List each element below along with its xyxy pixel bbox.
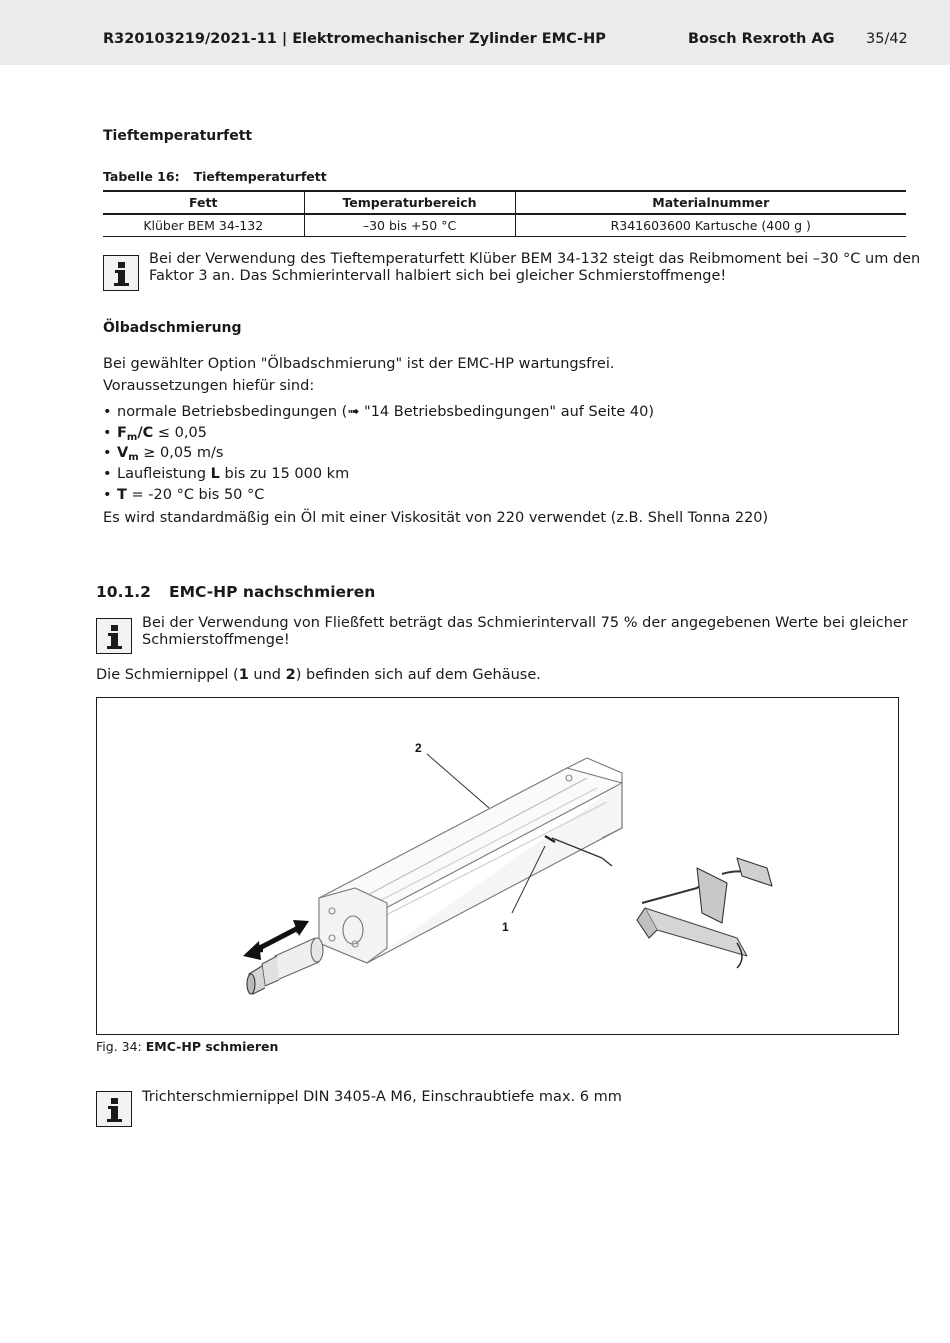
bullet-text: bis zu 15 000 km <box>219 466 350 483</box>
figure-emc-hp <box>96 697 899 1035</box>
nipple-location-text <box>96 667 541 684</box>
figure-caption-title: EMC-HP schmieren <box>145 1039 279 1054</box>
bullet-symbol: /C <box>137 424 154 441</box>
figure-caption-label: Fig. 34: <box>96 1039 146 1054</box>
note-line: Bei der Verwendung des Tieftemperaturfett Klüber BEM 34-132 steigt das Reibmoment bei –30 °C um den <box>149 251 921 267</box>
figure-label-2: 2 <box>415 741 422 755</box>
info-icon <box>103 255 139 291</box>
note-line: Schmierstoffmenge! <box>142 632 290 648</box>
bullet-text: ≥ 0,05 m/s <box>138 445 224 462</box>
table-cell: Klüber BEM 34-132 <box>143 218 264 233</box>
text-run: Die Schmiernippel ( <box>96 667 239 683</box>
bullet-symbol: F <box>117 424 127 441</box>
bullet-text: ≤ 0,05 <box>153 424 207 441</box>
text-run: und <box>248 667 286 683</box>
oelbad-intro-1: Bei gewählter Option "Ölbadschmierung" ist der EMC-HP wartungsfrei. <box>103 356 615 372</box>
table-row <box>103 214 906 237</box>
bullet-text: = -20 °C bis 50 °C <box>126 486 265 503</box>
cylinder-illustration <box>97 698 898 1034</box>
list-item: • T = -20 °C bis 50 °C <box>103 486 265 503</box>
list-item: • normale Betriebsbedingungen (➟ "14 Betriebsbedingungen" auf Seite 40) <box>103 404 654 420</box>
bullet-text: Laufleistung <box>117 466 211 483</box>
oelbad-intro-2: Voraussetzungen hiefür sind: <box>103 378 315 394</box>
table-cell: –30 bis +50 °C <box>304 214 515 237</box>
section-title: EMC-HP nachschmieren <box>169 583 376 601</box>
text-run: ) befinden sich auf dem Gehäuse. <box>295 667 541 683</box>
table-header-row <box>103 191 906 214</box>
text-run: 2 <box>285 667 296 683</box>
page-header <box>0 0 950 65</box>
text-run: 1 <box>238 667 249 683</box>
bullet-subscript: m <box>126 431 138 443</box>
column-header: Temperaturbereich <box>304 191 515 214</box>
table-cell: R341603600 Kartusche (400 g ) <box>515 214 906 237</box>
column-header: Materialnummer <box>515 191 906 214</box>
grease-table <box>103 190 906 237</box>
note-line: Bei der Verwendung von Fließfett beträgt das Schmierintervall 75 % der angegebenen Werte bei gleicher <box>142 615 908 631</box>
company-name: Bosch Rexroth AG <box>688 31 835 47</box>
info-note-fliessfett <box>142 615 908 649</box>
table-caption <box>103 169 327 184</box>
info-icon <box>96 618 132 654</box>
list-item: • $V_m \ge 0,05$ m/s <box>103 445 224 464</box>
info-note-nipple: Trichterschmiernippel DIN 3405-A M6, Einschraubtiefe max. 6 mm <box>142 1089 622 1105</box>
figure-label-1: 1 <box>502 920 509 934</box>
bullet-symbol: V <box>117 445 129 462</box>
bullet-symbol: T <box>117 486 127 503</box>
list-item: • Laufleistung L bis zu 15 000 km <box>103 466 350 483</box>
tieftemp-heading: Tieftemperaturfett <box>103 128 253 144</box>
info-icon <box>96 1091 132 1127</box>
requirements-list <box>103 404 654 507</box>
table-caption-label: Tabelle 16: <box>103 169 180 184</box>
bullet-symbol: L <box>210 466 220 483</box>
document-title: R320103219/2021-11 | Elektromechanischer Zylinder EMC-HP <box>103 31 606 47</box>
section-heading <box>96 583 375 601</box>
table-caption-title: Tieftemperaturfett <box>193 169 327 184</box>
figure-caption <box>96 1039 278 1054</box>
oelbad-closing: Es wird standardmäßig ein Öl mit einer Viskosität von 220 verwendet (z.B. Shell Tonna 220) <box>103 510 769 526</box>
bullet-text: normale Betriebsbedingungen (➟ "14 Betriebsbedingungen" auf Seite 40) <box>117 404 654 420</box>
page-number: 35/42 <box>866 31 908 47</box>
bullet-subscript: m <box>128 452 139 464</box>
note-line: Faktor 3 an. Das Schmierintervall halbiert sich bei gleicher Schmierstoffmenge! <box>149 268 727 284</box>
info-note-tieftemp <box>149 251 920 285</box>
section-number: 10.1.2 <box>96 583 151 601</box>
oelbad-heading: Ölbadschmierung <box>103 320 242 336</box>
column-header: Fett <box>189 195 218 210</box>
list-item: • $F_m/C \le 0,05$ <box>103 424 207 443</box>
